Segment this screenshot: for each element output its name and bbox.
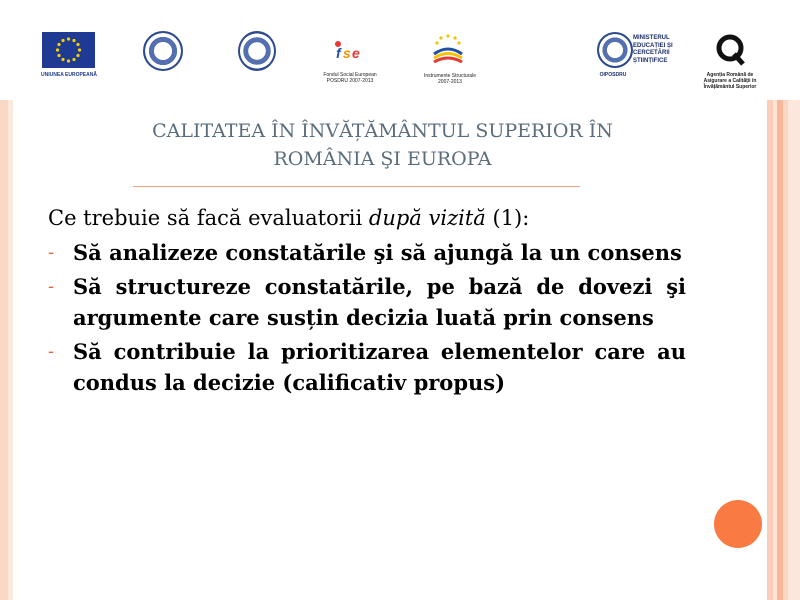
decorative-orange-circle [714,500,762,548]
fse-caption: Fondul Social European POSDRU 2007-2013 [323,72,377,84]
bullet-dash: - [48,340,55,362]
slide-title [90,117,675,173]
slide-title-line-2: ROMÂNIA ŞI EUROPA [273,148,492,170]
government-seal-icon [143,31,183,71]
title-underline [133,186,580,187]
right-stripe [788,100,800,600]
slide-body [48,202,686,401]
svg-text:e: e [352,45,360,61]
eu-flag-icon [42,32,95,68]
ministry-caption: OIPOSDRU [599,72,627,78]
intro-italic: după vizită [368,206,486,230]
bullet-dash: - [48,275,55,297]
svg-text:f: f [336,45,341,61]
list-item: - Să analizeze constatările şi să ajungă la un consens [48,237,686,269]
structural-instruments-logo-icon [428,32,468,68]
aracis-q-logo-icon [710,30,750,70]
list-item: - Să contribuie la prioritizarea elementelor care au condus la decizie (calificativ propus) [48,336,686,399]
ministry-name: MINISTERUL EDUCAȚIEI ȘI CERCETĂRII ȘTIINȚIFICE [633,35,673,64]
aracis-caption: Agenția Română de Asigurare a Calității în Învățământul Superior [703,72,757,90]
list-item: - Să structureze constatările, pe bază de dovezi şi argumente care susțin decizia luată prin consens [48,271,686,334]
education-ministry-seal-icon [597,32,633,68]
svg-text:s: s [343,45,351,61]
intro-line: Ce trebuie să facă evaluatorii după vizită (1): [48,206,530,230]
logo-header [0,0,800,100]
bullet-dash: - [48,242,55,263]
eu-caption: UNIUNEA EUROPEANĂ [41,72,97,78]
left-stripe-light [8,100,13,600]
ministry-seal-icon [238,31,276,71]
bullet-list [48,237,686,399]
structural-instruments-caption: Instrumente Structurale 2007-2013 [424,73,476,85]
fse-logo-icon [330,38,370,62]
slide-title-line-1: CALITATEA ÎN ÎNVĂȚĂMÂNTUL SUPERIOR ÎN [152,120,613,142]
left-stripe [0,100,8,600]
